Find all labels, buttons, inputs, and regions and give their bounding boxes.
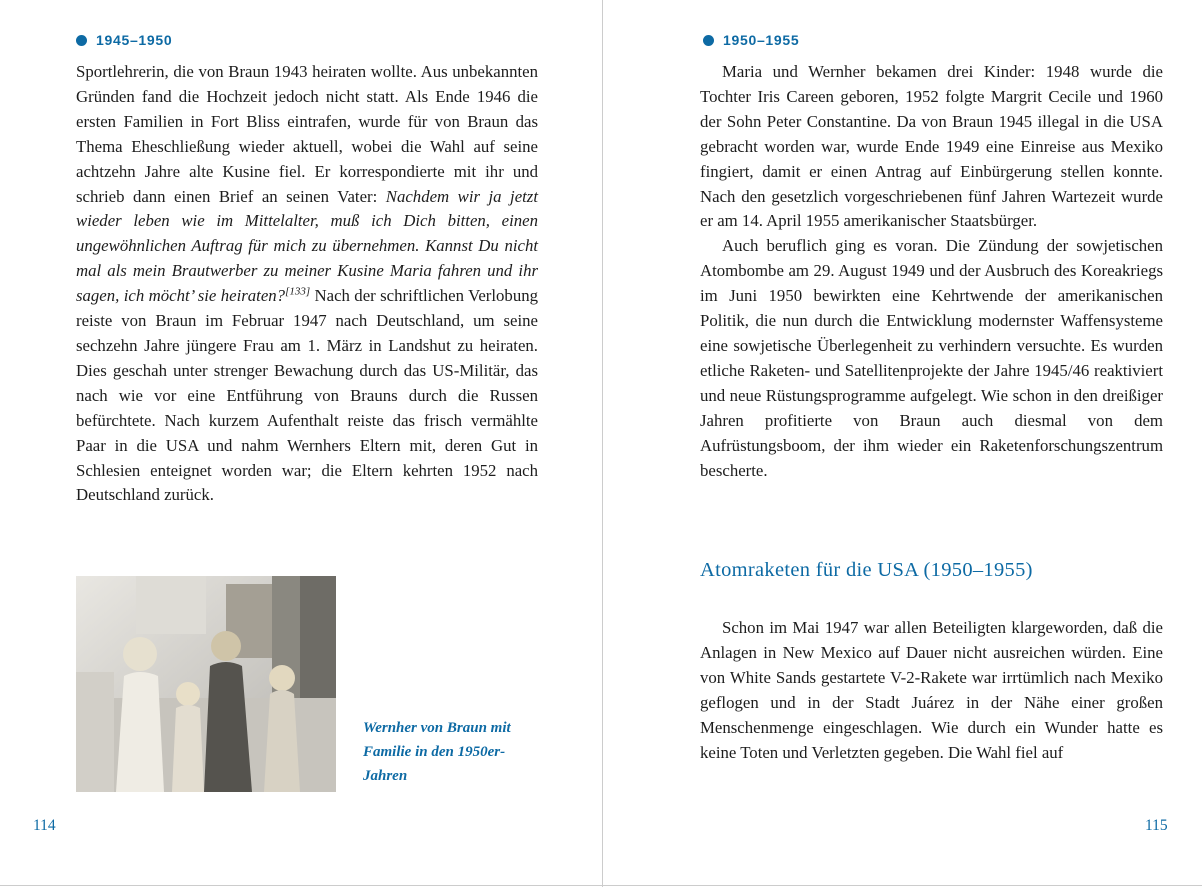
right-paragraph: Maria und Wernher bekamen drei Kinder: 1948 wurde die Tochter Iris Careen geboren, 1952 folgte Margrit Cecile und 1960 der Sohn Peter Constantine. Da von Braun 1945 illegal in die USA gebracht worden war, wurde Ende 1949 eine Einreise aus Mexiko fingiert, damit er einen Antrag auf Einbürgerung stellen konnte. Nach den gesetzlich vorgeschriebenen fünf Jahren Wartezeit wurde er am 14. April 1955 amerikanischer Staatsbürger.	[700, 62, 1163, 231]
right-running-head-label: 1950–1955	[723, 32, 800, 48]
left-page-number: 114	[33, 817, 56, 834]
family-photo	[76, 576, 336, 792]
left-body-text	[76, 60, 538, 508]
bottom-rule	[0, 885, 1202, 886]
bullet-dot-icon	[76, 35, 87, 46]
left-paragraph	[76, 60, 538, 508]
right-body-text	[700, 60, 1163, 483]
bullet-dot-icon	[703, 35, 714, 46]
right-running-head	[703, 32, 799, 48]
quoted-letter-text: Nachdem wir ja jetzt wieder leben wie im Mittelalter, muß ich Dich bitten, einen ungewöhnlichen Auftrag für mich zu übernehmen. Kannst Du nicht mal als mein Brautwerber zu meiner Kusine Maria fahren und ihr sagen, ich möcht’ sie heiraten?	[76, 186, 538, 306]
page-divider	[602, 0, 603, 887]
left-running-head	[76, 32, 172, 48]
photo-caption: Wernher von Braun mit Familie in den 1950er-Jahren	[363, 720, 511, 784]
body-segment: Nach der schriftlichen Verlobung reiste von Braun im Februar 1947 nach Deutschland, um seine sechzehn Jahre jüngere Frau am 1. März in Landshut zu heiraten. Dies geschah unter strenger Bewachung durch das US-Militär, das nach wie vor eine Entführung von Brauns durch die Russen befürchtete. Nach kurzem Aufenthalt reiste das frisch vermählte Paar in die USA und nahm Wernhers Eltern mit, deren Gut in Schlesien enteignet worden war; die Eltern kehrten 1952 nach Deutschland zurück.	[76, 286, 538, 505]
right-paragraph: Schon im Mai 1947 war allen Beteiligten klargeworden, daß die Anlagen in New Mexico auf Dauer nicht ausreichen würden. Eine von White Sands gestartete V-2-Rakete war irrtümlich nach Mexiko geflogen und in der Stadt Juárez in der Nähe einer großen Menschenmenge eingeschlagen. Wie durch ein Wunder hatte es keine Toten und Verletzten gegeben. Die Wahl fiel auf	[700, 618, 1163, 762]
right-paragraph: Auch beruflich ging es voran. Die Zündung der sowjetischen Atombombe am 29. August 1949 und der Ausbruch des Koreakriegs im Juni 1950 bewirkten eine Kehrtwende der amerikanischen Politik, die nun durch die Entwicklung modernster Waffensysteme eine sowjetische Überlegenheit zu verhindern versuchte. Es wurden etliche Raketen- und Satellitenprojekte der Jahre 1945/46 reaktiviert und neue Rüstungsprogramme aufgelegt. Wie schon in den dreißiger Jahren profitierte von Braun auch diesmal von dem Aufrüstungsboom, der ihm wieder ein Raketenforschungszentrum bescherte.	[700, 236, 1163, 480]
body-segment: Sportlehrerin, die von Braun 1943 heiraten wollte. Aus unbekannten Gründen fand die Hochzeit jedoch nicht statt. Als Ende 1946 die ersten Familien in Fort Bliss eintrafen, wurde für von Braun das Thema Eheschließung wieder aktuell, wobei die Wahl auf seine achtzehn Jahre alte Kusine fiel. Er korrespondierte mit ihr und schrieb dann einen Brief an seinen Vater:	[76, 62, 538, 206]
right-page-number: 115	[1145, 817, 1168, 834]
section-heading: Atomraketen für die USA (1950–1955)	[700, 559, 1033, 581]
right-body-text-after-heading	[700, 616, 1163, 765]
footnote-ref: [133]	[285, 285, 311, 298]
left-running-head-label: 1945–1950	[96, 32, 173, 48]
